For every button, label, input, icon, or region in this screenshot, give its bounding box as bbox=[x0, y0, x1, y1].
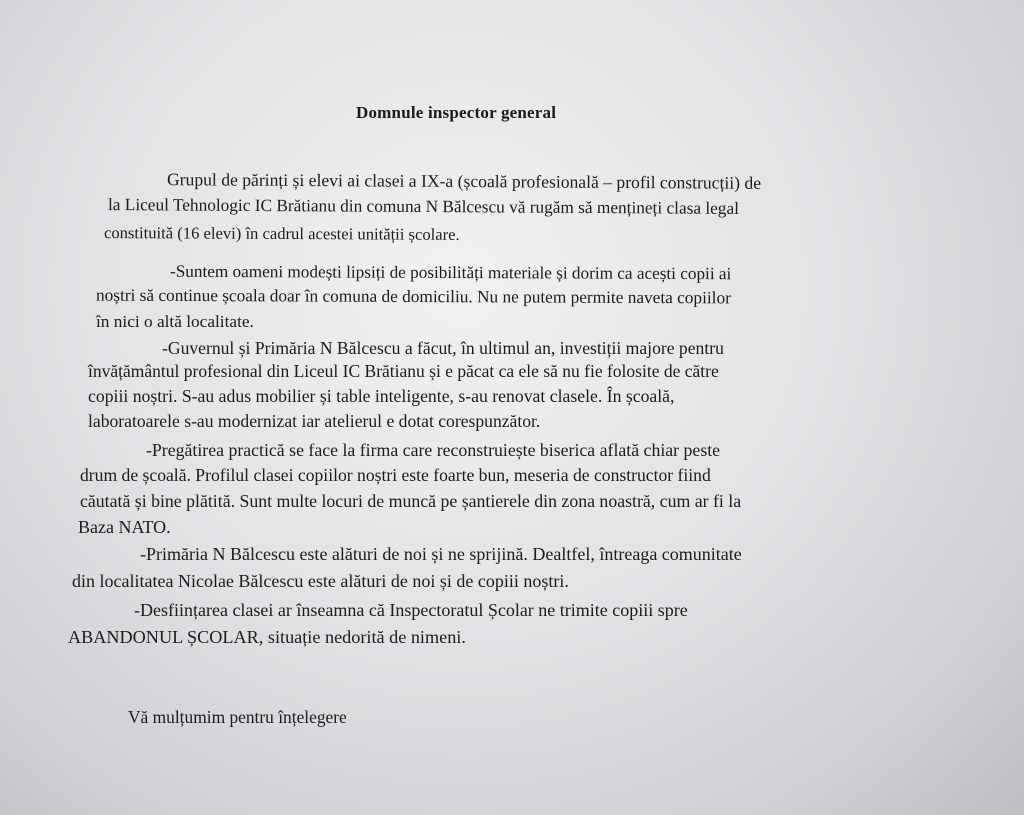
paragraph-line: ABANDONUL ȘCOLAR, situație nedorită de nimeni. bbox=[68, 627, 466, 647]
paragraph-line: învățământul profesional din Liceul IC Brătianu și e păcat ca ele să nu fie folosite de către bbox=[88, 361, 719, 381]
closing-line: Vă mulțumim pentru înțelegere bbox=[128, 707, 347, 727]
paragraph-line: Grupul de părinți și elevi ai clasei a IX-a (școală profesională – profil construcții) de bbox=[166, 169, 762, 193]
paragraph-line: -Primăria N Bălcescu este alături de noi și ne sprijină. Dealtfel, întreaga comunitate bbox=[140, 544, 742, 564]
paragraph-line: căutată și bine plătită. Sunt multe locuri de muncă pe șantierele din zona noastră, cum ar fi la bbox=[80, 491, 742, 511]
paragraph-line: -Desființarea clasei ar înseamna că Inspectoratul Școlar ne trimite copiii spre bbox=[134, 600, 688, 620]
paragraph-line: copiii noștri. S-au adus mobilier și table inteligente, s-au renovat clasele. În școală, bbox=[88, 386, 675, 406]
paragraph-line: constituită (16 elevi) în cadrul acestei unității școlare. bbox=[103, 223, 460, 244]
paragraph-line: -Suntem oameni modești lipsiți de posibilități materiale și dorim ca acești copii ai bbox=[169, 261, 732, 284]
paragraph-line: laboratoarele s-au modernizat iar atelierul e dotat corespunzător. bbox=[88, 411, 541, 431]
paragraph-line: -Pregătirea practică se face la firma care reconstruiește biserica aflată chiar peste bbox=[146, 440, 721, 460]
paragraph-line: drum de școală. Profilul clasei copiilor noștri este foarte bun, meseria de constructor fiind bbox=[80, 465, 711, 485]
paragraph-line: în nici o altă localitate. bbox=[96, 312, 254, 331]
paragraph-line: -Guvernul și Primăria N Bălcescu a făcut, în ultimul an, investiții majore pentru bbox=[162, 338, 724, 358]
paragraph-line: din localitatea Nicolae Bălcescu este alături de noi și de copiii noștri. bbox=[72, 571, 569, 591]
paragraph-line: noștri să continue școala doar în comuna de domiciliu. Nu ne putem permite naveta copiilor bbox=[95, 285, 731, 308]
paragraph-line: Baza NATO. bbox=[78, 517, 171, 537]
paragraph-line: la Liceul Tehnologic IC Brătianu din comuna N Bălcescu vă rugăm să mențineți clasa legal bbox=[107, 195, 740, 218]
letter-title: Domnule inspector general bbox=[356, 103, 557, 122]
